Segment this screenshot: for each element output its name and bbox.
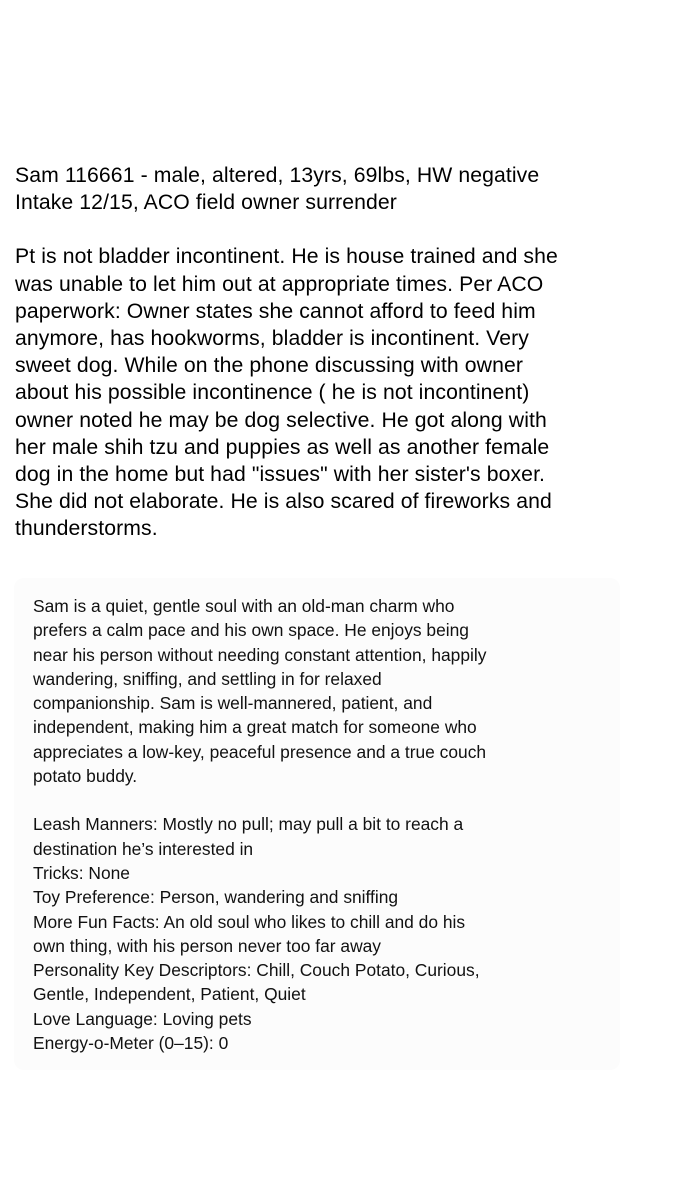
bio-fact-line: Love Language: Loving pets [33,1008,252,1029]
bio-fact-line: More Fun Facts: An old soul who likes to chill and do his [33,911,466,932]
bio-summary-line: Sam is a quiet, gentle soul with an old-man charm who [33,596,455,616]
bio-summary-line: appreciates a low-key, peaceful presence and a true couch [33,741,487,762]
paragraph-gap [33,788,602,812]
bio-summary-line: prefers a calm pace and his own space. He enjoys being [33,620,469,641]
intake-note-line: sweet dog. While on the phone discussing with owner [15,354,524,378]
intake-note-line: Pt is not bladder incontinent. He is house trained and she [15,245,558,269]
bio-summary-line: near his person without needing constant attention, happily [33,644,487,665]
bio-fact-line: destination he’s interested in [33,838,254,859]
bio-fact-line: Tricks: None [33,862,130,883]
intake-notes [15,162,665,543]
intake-note-line: paperwork: Owner states she cannot afford to feed him [15,299,536,323]
intake-note-line: dog in the home but had "issues" with her sister's boxer. [15,463,546,487]
intake-note-line: anymore, has hookworms, bladder is incontinent. Very [15,327,529,351]
bio-fact-line: Leash Manners: Mostly no pull; may pull a bit to reach a [33,814,464,835]
bio-summary-line: independent, making him a great match for someone who [33,717,477,738]
intake-header-line: Intake 12/15, ACO field owner surrender [15,191,397,215]
intake-note-line: about his possible incontinence ( he is not incontinent) [15,381,530,405]
bio-fact-line: Personality Key Descriptors: Chill, Couch Potato, Curious, [33,960,480,981]
bio-summary-line: wandering, sniffing, and settling in for relaxed [33,668,382,689]
intake-note-line: owner noted he may be dog selective. He got along with [15,408,547,432]
bio-summary-line: companionship. Sam is well-mannered, patient, and [33,693,433,714]
paragraph-gap [15,216,665,243]
bio-fact-line: own thing, with his person never too far away [33,935,381,956]
intake-note-line: her male shih tzu and puppies as well as another female [15,435,550,459]
bio-fact-line: Gentle, Independent, Patient, Quiet [33,984,306,1005]
bio-summary-line: potato buddy. [33,766,138,787]
bio-fact-line: Toy Preference: Person, wandering and sniffing [33,887,399,908]
intake-note-line: She did not elaborate. He is also scared of fireworks and [15,490,552,514]
intake-note-line: was unable to let him out at appropriate times. Per ACO [15,272,544,296]
bio-fact-line: Energy-o-Meter (0–15): 0 [33,1033,229,1054]
intake-note-line: thunderstorms. [15,517,158,541]
intake-header-line: Sam 116661 - male, altered, 13yrs, 69lbs, HW negative [15,164,540,187]
bio-card [14,578,620,1070]
